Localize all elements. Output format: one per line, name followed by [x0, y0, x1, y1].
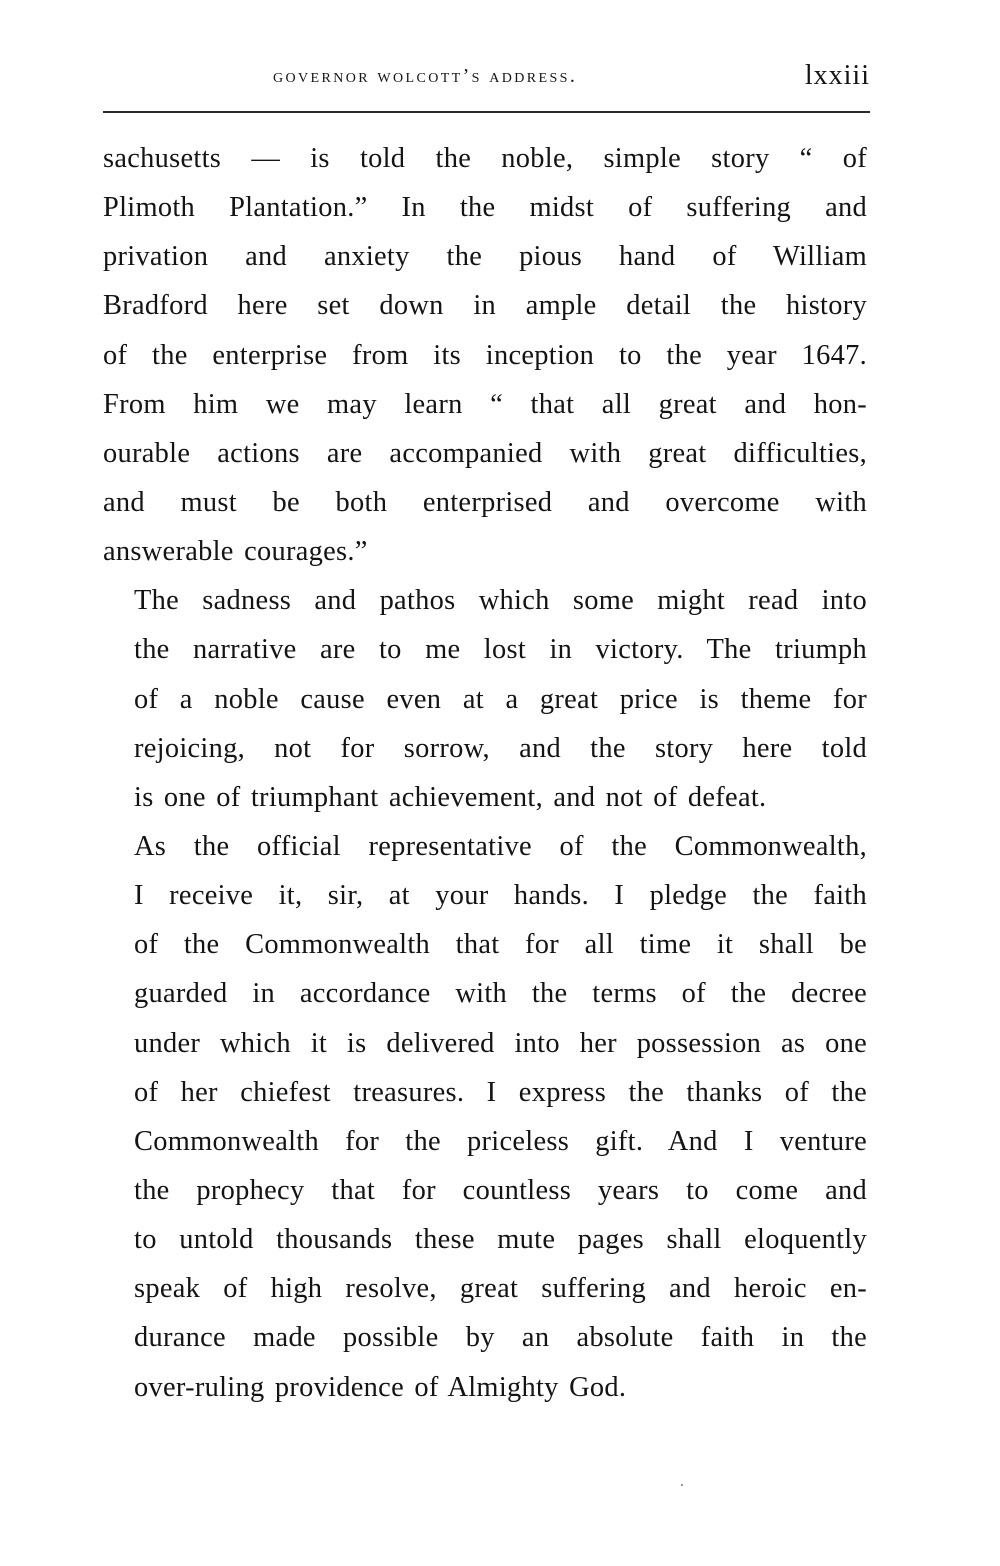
text-line: guarded in accordance with the terms of the decree	[134, 978, 867, 1010]
text-line: I receive it, sir, at your hands. I pledge the faith	[134, 880, 867, 912]
running-title: governor wolcott’s address.	[273, 65, 578, 87]
text-line: the prophecy that for countless years to come and	[134, 1174, 867, 1206]
text-line: sachusetts — is told the noble, simple story “ of	[103, 143, 867, 174]
text-line: and must be both enterprised and overcome with	[103, 486, 867, 518]
text-line: of the enterprise from its inception to the year 1647.	[103, 339, 867, 371]
text-line: The sadness and pathos which some might read into	[134, 585, 867, 617]
text-line: Plimoth Plantation.” In the midst of suffering and	[103, 192, 867, 224]
paper-speck	[681, 1484, 683, 1486]
text-line: durance made possible by an absolute faith in the	[134, 1322, 867, 1354]
body-text	[103, 134, 867, 1412]
paragraph-3	[103, 822, 867, 1412]
text-line: As the official representative of the Commonwealth,	[134, 830, 867, 862]
page-number: lxxiii	[804, 60, 870, 91]
text-line: From him we may learn “ that all great and hon-	[103, 388, 867, 420]
text-line: of a noble cause even at a great price is theme for	[134, 683, 867, 715]
text-line: ourable actions are accompanied with great difficulties,	[103, 437, 867, 469]
header-rule	[103, 111, 870, 113]
running-head	[103, 60, 870, 100]
text-line: the narrative are to me lost in victory. The triumph	[134, 634, 867, 666]
text-line: speak of high resolve, great suffering and heroic en-	[134, 1273, 867, 1305]
paragraph-2	[103, 576, 867, 822]
text-line: under which it is delivered into her possession as one	[134, 1027, 867, 1059]
paragraph-1	[103, 134, 867, 576]
text-line: is one of triumphant achievement, and not of defeat.	[134, 781, 767, 813]
text-line: Bradford here set down in ample detail the history	[103, 290, 867, 322]
text-line: of her chiefest treasures. I express the thanks of the	[134, 1076, 867, 1108]
text-line: privation and anxiety the pious hand of William	[103, 241, 867, 273]
text-line: answerable courages.”	[103, 536, 368, 568]
text-line: over-ruling providence of Almighty God.	[134, 1371, 627, 1403]
text-line: rejoicing, not for sorrow, and the story here told	[134, 732, 867, 764]
text-line: of the Commonwealth that for all time it shall be	[134, 929, 867, 961]
text-line: to untold thousands these mute pages shall eloquently	[134, 1224, 867, 1256]
text-line: Commonwealth for the priceless gift. And I venture	[134, 1125, 867, 1157]
